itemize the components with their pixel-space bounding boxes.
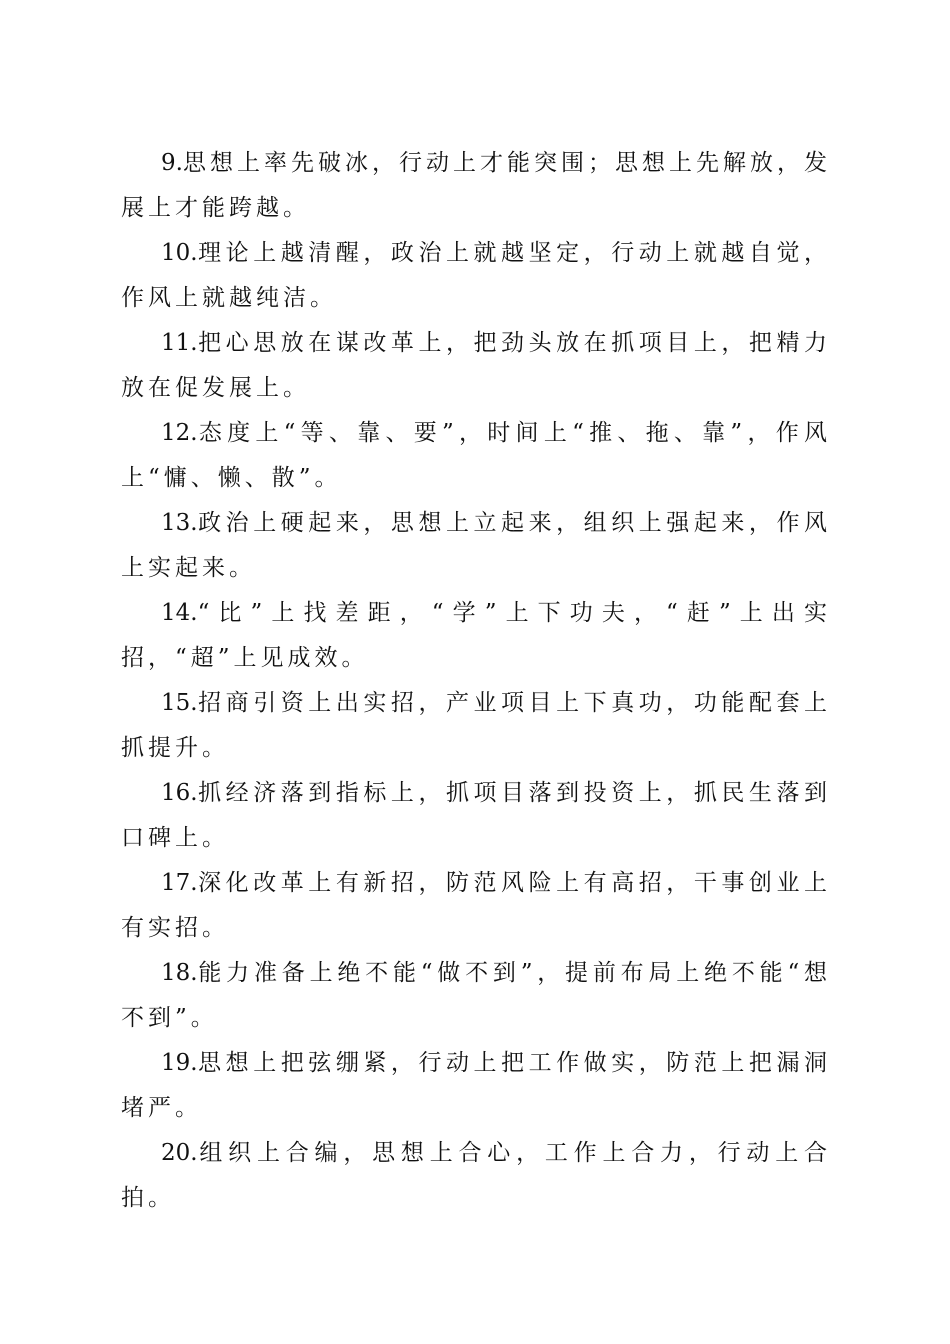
item-number: 16.	[161, 780, 198, 806]
list-item	[121, 1041, 831, 1131]
item-text: 组织上合编，思想上合心，工作上合力，行动上合拍。	[121, 1140, 831, 1211]
list-item	[121, 951, 831, 1041]
item-text: 把心思放在谋改革上，把劲头放在抓项目上，把精力放在促发展上。	[121, 330, 831, 401]
item-number: 17.	[161, 870, 198, 896]
item-number: 11.	[161, 330, 198, 356]
item-number: 10.	[161, 240, 198, 266]
list-item	[121, 861, 831, 951]
list-item	[121, 1131, 831, 1221]
item-text: 招商引资上出实招，产业项目上下真功，功能配套上抓提升。	[121, 690, 831, 761]
item-text: 思想上率先破冰，行动上才能突围；思想上先解放，发展上才能跨越。	[121, 150, 831, 221]
list-item	[121, 411, 831, 501]
item-text: 政治上硬起来，思想上立起来，组织上强起来，作风上实起来。	[121, 510, 831, 581]
item-number: 13.	[161, 510, 198, 536]
item-text: “比”上找差距，“学”上下功夫，“赶”上出实招，“超”上见成效。	[121, 600, 831, 671]
list-item	[121, 141, 831, 231]
item-text: 理论上越清醒，政治上就越坚定，行动上就越自觉，作风上就越纯洁。	[121, 240, 831, 311]
item-text: 能力准备上绝不能“做不到”，提前布局上绝不能“想不到”。	[121, 960, 831, 1031]
item-text: 深化改革上有新招，防范风险上有高招，干事创业上有实招。	[121, 870, 831, 941]
document-body	[121, 141, 831, 1221]
item-text: 思想上把弦绷紧，行动上把工作做实，防范上把漏洞堵严。	[121, 1050, 831, 1121]
item-number: 14.	[161, 600, 198, 626]
list-item	[121, 771, 831, 861]
item-text: 态度上“等、靠、要”，时间上“推、拖、靠”，作风上“慵、懒、散”。	[121, 420, 831, 491]
item-text: 抓经济落到指标上，抓项目落到投资上，抓民生落到口碑上。	[121, 780, 831, 851]
item-number: 18.	[161, 960, 198, 986]
item-number: 15.	[161, 690, 198, 716]
list-item	[121, 231, 831, 321]
list-item	[121, 321, 831, 411]
list-item	[121, 501, 831, 591]
item-number: 9.	[161, 150, 183, 176]
item-number: 19.	[161, 1050, 198, 1076]
item-number: 12.	[161, 420, 198, 446]
list-item	[121, 591, 831, 681]
list-item	[121, 681, 831, 771]
item-number: 20.	[161, 1140, 198, 1166]
